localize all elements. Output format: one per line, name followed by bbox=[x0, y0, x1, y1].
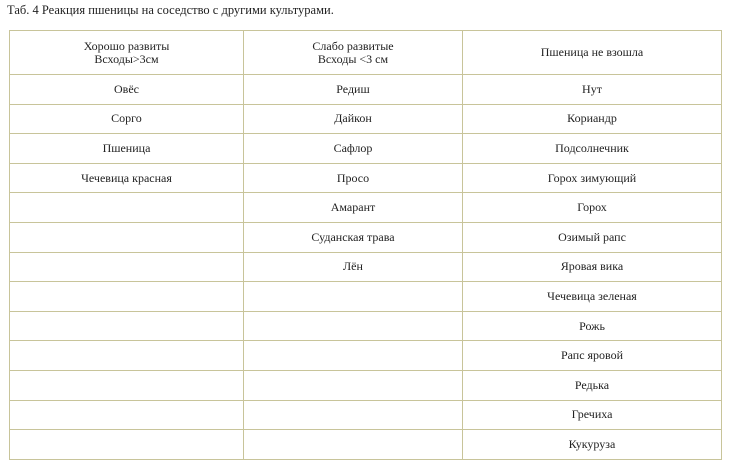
table-row bbox=[10, 163, 722, 193]
table-cell: Лён bbox=[244, 252, 463, 282]
table-cell: Дайкон bbox=[244, 104, 463, 134]
table-row bbox=[10, 341, 722, 371]
header-well-developed-title: Хорошо развиты bbox=[83, 38, 170, 53]
table-cell bbox=[244, 370, 463, 400]
table-cell: Сорго bbox=[10, 104, 244, 134]
table-row bbox=[10, 311, 722, 341]
table-cell: Чечевица красная bbox=[10, 163, 244, 193]
table-cell: Чечевица зеленая bbox=[463, 282, 722, 312]
header-weakly-developed-subtitle: Всходы <3 см bbox=[317, 51, 389, 66]
table-cell: Просо bbox=[244, 163, 463, 193]
table-cell: Озимый рапс bbox=[463, 222, 722, 252]
table-cell: Нут bbox=[463, 75, 722, 105]
table-row bbox=[10, 104, 722, 134]
table-cell bbox=[10, 341, 244, 371]
table-cell: Яровая вика bbox=[463, 252, 722, 282]
header-row bbox=[10, 31, 722, 75]
table-cell bbox=[10, 370, 244, 400]
table-row bbox=[10, 400, 722, 430]
table-cell: Горох bbox=[463, 193, 722, 223]
table-cell bbox=[244, 282, 463, 312]
table-cell bbox=[10, 282, 244, 312]
table-cell: Редька bbox=[463, 370, 722, 400]
table-row bbox=[10, 252, 722, 282]
table-cell bbox=[10, 252, 244, 282]
table-cell: Сафлор bbox=[244, 134, 463, 164]
table-row bbox=[10, 75, 722, 105]
table-cell: Подсолнечник bbox=[463, 134, 722, 164]
table-row bbox=[10, 134, 722, 164]
table-row bbox=[10, 282, 722, 312]
header-not-sprouted bbox=[463, 31, 722, 75]
table-cell: Суданская трава bbox=[244, 222, 463, 252]
table-cell bbox=[244, 400, 463, 430]
table-cell bbox=[244, 430, 463, 460]
table-row bbox=[10, 370, 722, 400]
table-cell: Горох зимующий bbox=[463, 163, 722, 193]
header-well-developed-subtitle: Всходы>3см bbox=[94, 51, 159, 66]
table-cell: Редиш bbox=[244, 75, 463, 105]
table-cell: Кукуруза bbox=[463, 430, 722, 460]
table-cell bbox=[10, 430, 244, 460]
table-cell bbox=[10, 400, 244, 430]
header-weakly-developed bbox=[244, 31, 463, 75]
table-cell: Амарант bbox=[244, 193, 463, 223]
header-weakly-developed-title: Слабо развитые bbox=[312, 38, 394, 53]
table-cell: Гречиха bbox=[463, 400, 722, 430]
table-cell bbox=[244, 311, 463, 341]
table-cell: Кориандр bbox=[463, 104, 722, 134]
table-row bbox=[10, 222, 722, 252]
header-well-developed bbox=[10, 31, 244, 75]
table-cell: Пшеница bbox=[10, 134, 244, 164]
table-cell bbox=[10, 222, 244, 252]
table-cell: Рапс яровой bbox=[463, 341, 722, 371]
crop-reaction-table bbox=[9, 30, 722, 460]
table-cell bbox=[10, 193, 244, 223]
table-cell bbox=[10, 311, 244, 341]
header-not-sprouted-title: Пшеница не взошла bbox=[540, 45, 644, 59]
table-row bbox=[10, 193, 722, 223]
table-header bbox=[10, 31, 722, 75]
table-cell bbox=[244, 341, 463, 371]
table-body bbox=[10, 75, 722, 460]
table-cell: Овёс bbox=[10, 75, 244, 105]
table-caption: Таб. 4 Реакция пшеницы на соседство с другими культурами. bbox=[7, 3, 334, 17]
table-cell: Рожь bbox=[463, 311, 722, 341]
table-row bbox=[10, 430, 722, 460]
